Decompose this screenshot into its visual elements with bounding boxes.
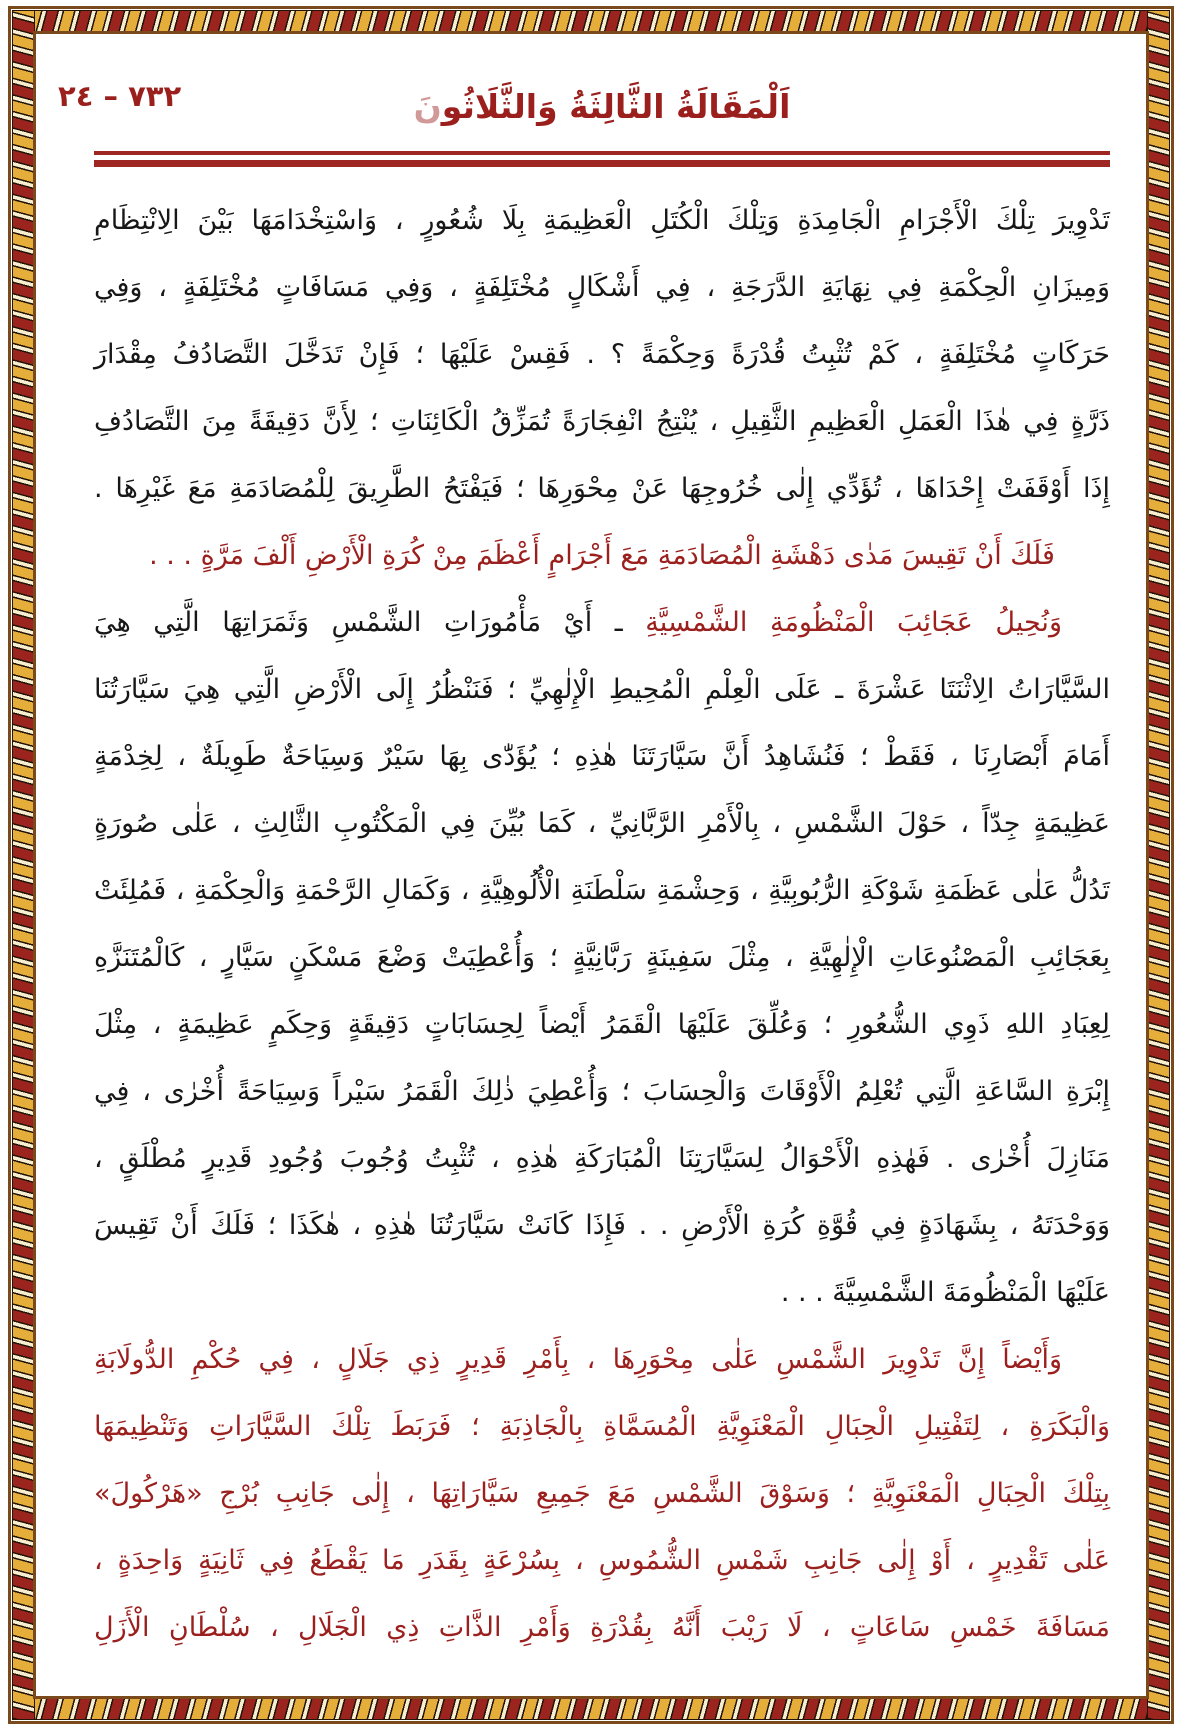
text-segment-red: وَأَيْضاً إِنَّ تَدْوِيرَ الشَّمْسِ عَلٰى مِحْوَرِهَا ، بِأَمْرِ قَدِيرٍ ذِي جَلَالٍ ، فِي حُكْمِ الدُّولَابَةِ — [94, 1344, 1062, 1375]
text-segment-black: عَظِيمَةٍ جِدّاً ، حَوْلَ الشَّمْسِ ، بِالْأَمْرِ الرَّبَّانِيِّ ، كَمَا بُيِّنَ فِي الْمَكْتُوبِ الثَّالِثِ ، عَلٰى صُورَةٍ — [94, 808, 1110, 839]
text-line — [94, 187, 1110, 254]
text-line — [94, 1326, 1110, 1393]
text-line — [94, 857, 1110, 924]
text-line — [94, 991, 1110, 1058]
text-segment-black: إِذَا أَوْقَفَتْ إِحْدَاهَا ، تُؤَدِّي إِلٰى خُرُوجِهَا عَنْ مِحْوَرِهَا ؛ فَيَفْتَحُ الطَّرِيقَ لِلْمُصَادَمَةِ مَعَ غَيْرِهَا . — [94, 473, 1110, 504]
text-segment-black: تَدْوِيرَ تِلْكَ الْأَجْرَامِ الْجَامِدَةِ وَتِلْكَ الْكُتَلِ الْعَظِيمَةِ بِلَا شُعُورٍ ، وَاسْتِخْدَامَهَا بَيْنَ الِانْتِظَامِ — [94, 205, 1110, 236]
text-line — [94, 1393, 1110, 1460]
page-title-text: اَلْمَقَالَةُ الثَّالِثَةُ وَالثَّلَاثُو — [441, 87, 791, 126]
text-line — [94, 388, 1110, 455]
text-segment-black: وَوَحْدَتَهُ ، بِشَهَادَةٍ فِي قُوَّةِ كُرَةِ الْأَرْضِ . . فَإِذَا كَانَتْ سَيَّارَتُنَا هٰذِهِ ، هٰكَذَا ؛ فَلَكَ أَنْ تَقِيسَ — [94, 1210, 1110, 1241]
text-line — [94, 522, 1110, 589]
text-segment-red: وَالْبَكَرَةِ ، لِتَفْتِيلِ الْحِبَالِ الْمَعْنَوِيَّةِ الْمُسَمَّاةِ بِالْجَاذِبَةِ ؛ فَرَبَطَ تِلْكَ السَّيَّارَاتِ وَتَنْظِيمَهَا — [94, 1411, 1110, 1442]
text-segment-black: مَنَازِلَ أُخْرٰى . فَهٰذِهِ الْأَحْوَالُ لِسَيَّارَتِنَا الْمُبَارَكَةِ هٰذِهِ ، تُثْبِتُ وُجُوبَ وُجُودِ قَدِيرٍ مُطْلَقٍ ، — [94, 1143, 1110, 1174]
text-segment-red: عَلٰى تَقْدِيرٍ ، أَوْ إِلٰى جَانِبِ شَمْسِ الشُّمُوسِ ، بِسُرْعَةٍ بِقَدَرِ مَا يَقْطَعُ فِي ثَانِيَةٍ وَاحِدَةٍ ، — [94, 1545, 1110, 1576]
text-segment-black: ـ أَيْ مَأْمُورَاتِ الشَّمْسِ وَثَمَرَاتِهَا الَّتِي هِيَ — [94, 607, 623, 638]
text-segment-black: إِبْرَةِ السَّاعَةِ الَّتِي تُعْلِمُ الْأَوْقَاتَ وَالْحِسَابَ ؛ وَأُعْطِيَ ذٰلِكَ الْقَمَرُ سَيْراً وَسِيَاحَةً أُخْرٰى ، فِي — [94, 1076, 1110, 1107]
text-line — [94, 254, 1110, 321]
text-segment-black: ذَرَّةٍ فِي هٰذَا الْعَمَلِ الْعَظِيمِ الثَّقِيلِ ، يُنْتِجُ انْفِجَارَةً تُمَزِّقُ الْكَائِنَاتِ ؛ لِأَنَّ دَقِيقَةً مِنَ التَّصَادُفِ — [94, 406, 1110, 437]
text-segment-black: لِعِبَادِ اللهِ ذَوِي الشُّعُورِ ؛ وَعُلِّقَ عَلَيْهَا الْقَمَرُ أَيْضاً لِحِسَابَاتٍ دَقِيقَةٍ وَحِكَمٍ عَظِيمَةٍ ، مِثْلَ — [94, 1009, 1110, 1040]
page-content — [58, 75, 1110, 1674]
text-line — [94, 723, 1110, 790]
page-header — [58, 75, 1110, 139]
text-segment-black: عَلَيْهَا الْمَنْظُومَةَ الشَّمْسِيَّةَ . . . — [780, 1277, 1110, 1308]
header-divider-rule — [94, 151, 1110, 167]
page-title-faded-letter: نَ — [413, 87, 442, 126]
text-line — [94, 589, 1110, 656]
text-line — [94, 1527, 1110, 1594]
text-segment-black: أَمَامَ أَبْصَارِنَا ، فَقَطْ ؛ فَنُشَاهِدُ أَنَّ سَيَّارَتَنَا هٰذِهِ ؛ يُؤَدّٰى بِهَا سَيْرٌ وَسِيَاحَةٌ طَوِيلَةٌ ، لِخِدْمَةٍ — [94, 741, 1110, 772]
text-line — [94, 1058, 1110, 1125]
text-line — [94, 1594, 1110, 1661]
text-segment-red: وَنُحِيلُ عَجَائِبَ الْمَنْظُومَةِ الشَّمْسِيَّةِ — [622, 607, 1062, 638]
text-line — [94, 1125, 1110, 1192]
text-line — [94, 1259, 1110, 1326]
border-chain-right — [1147, 10, 1170, 1720]
text-line — [94, 1192, 1110, 1259]
text-segment-red: بِتِلْكَ الْحِبَالِ الْمَعْنَوِيَّةِ ؛ وَسَوْقَ الشَّمْسِ مَعَ جَمِيعِ سَيَّارَاتِهَا ، إِلٰى جَانِبِ بُرْجِ «هَرْكُولَ» — [94, 1478, 1110, 1509]
border-chain-top — [12, 10, 1170, 33]
text-line — [94, 1460, 1110, 1527]
page-number: ٧٣٢ – ٢٤ — [58, 79, 182, 113]
text-segment-black: حَرَكَاتٍ مُخْتَلِفَةٍ ، كَمْ تُثْبِتُ قُدْرَةً وَحِكْمَةً ؟ . فَقِسْ عَلَيْهَا ؛ فَإِنْ تَدَخَّلَ التَّصَادُفُ مِقْدَارَ — [94, 339, 1110, 370]
border-chain-left — [12, 10, 35, 1720]
text-line — [94, 924, 1110, 991]
text-line — [94, 790, 1110, 857]
text-segment-red: مَسَافَةَ خَمْسِ سَاعَاتٍ ، لَا رَيْبَ أَنَّهُ بِقُدْرَةِ وَأَمْرِ الذَّاتِ ذِي الْجَلَالِ ، سُلْطَانِ الْأَزَلِ — [94, 1612, 1110, 1643]
body-lines — [94, 187, 1110, 1661]
text-line — [94, 321, 1110, 388]
text-segment-black: السَّيَّارَاتُ الِاثْنَتَا عَشْرَةَ ـ عَلَى الْعِلْمِ الْمُحِيطِ الْإِلٰهِيِّ ؛ فَنَنْظُرُ إِلَى الْأَرْضِ الَّتِي هِيَ سَيَّارَتُنَا — [94, 674, 1110, 705]
text-segment-black: وَمِيزَانِ الْحِكْمَةِ فِي نِهَايَةِ الدَّرَجَةِ ، فِي أَشْكَالٍ مُخْتَلِفَةٍ ، وَفِي مَسَافَاتٍ مُخْتَلِفَةٍ ، وَفِي — [94, 272, 1110, 303]
text-line — [94, 656, 1110, 723]
page-title — [94, 75, 1110, 139]
text-segment-black: تَدُلُّ عَلٰى عَظَمَةِ شَوْكَةِ الرُّبُوبِيَّةِ ، وَحِشْمَةِ سَلْطَنَةِ الْأُلُوهِيَّةِ ، وَكَمَالِ الرَّحْمَةِ وَالْحِكْمَةِ ، فَمُلِئَتْ — [94, 875, 1110, 906]
text-segment-black: بِعَجَائِبِ الْمَصْنُوعَاتِ الْإِلٰهِيَّةِ ، مِثْلَ سَفِينَةٍ رَبَّانِيَّةٍ ؛ وَأُعْطِيَتْ وَضْعَ مَسْكَنٍ سَيَّارٍ ، كَالْمُتَنَزَّهِ — [94, 942, 1110, 973]
text-segment-red: فَلَكَ أَنْ تَقِيسَ مَدٰى دَهْشَةِ الْمُصَادَمَةِ مَعَ أَجْرَامٍ أَعْظَمَ مِنْ كُرَةِ الْأَرْضِ أَلْفَ مَرَّةٍ . . . — [149, 540, 1055, 571]
text-line — [94, 455, 1110, 522]
border-chain-bottom — [12, 1697, 1170, 1720]
